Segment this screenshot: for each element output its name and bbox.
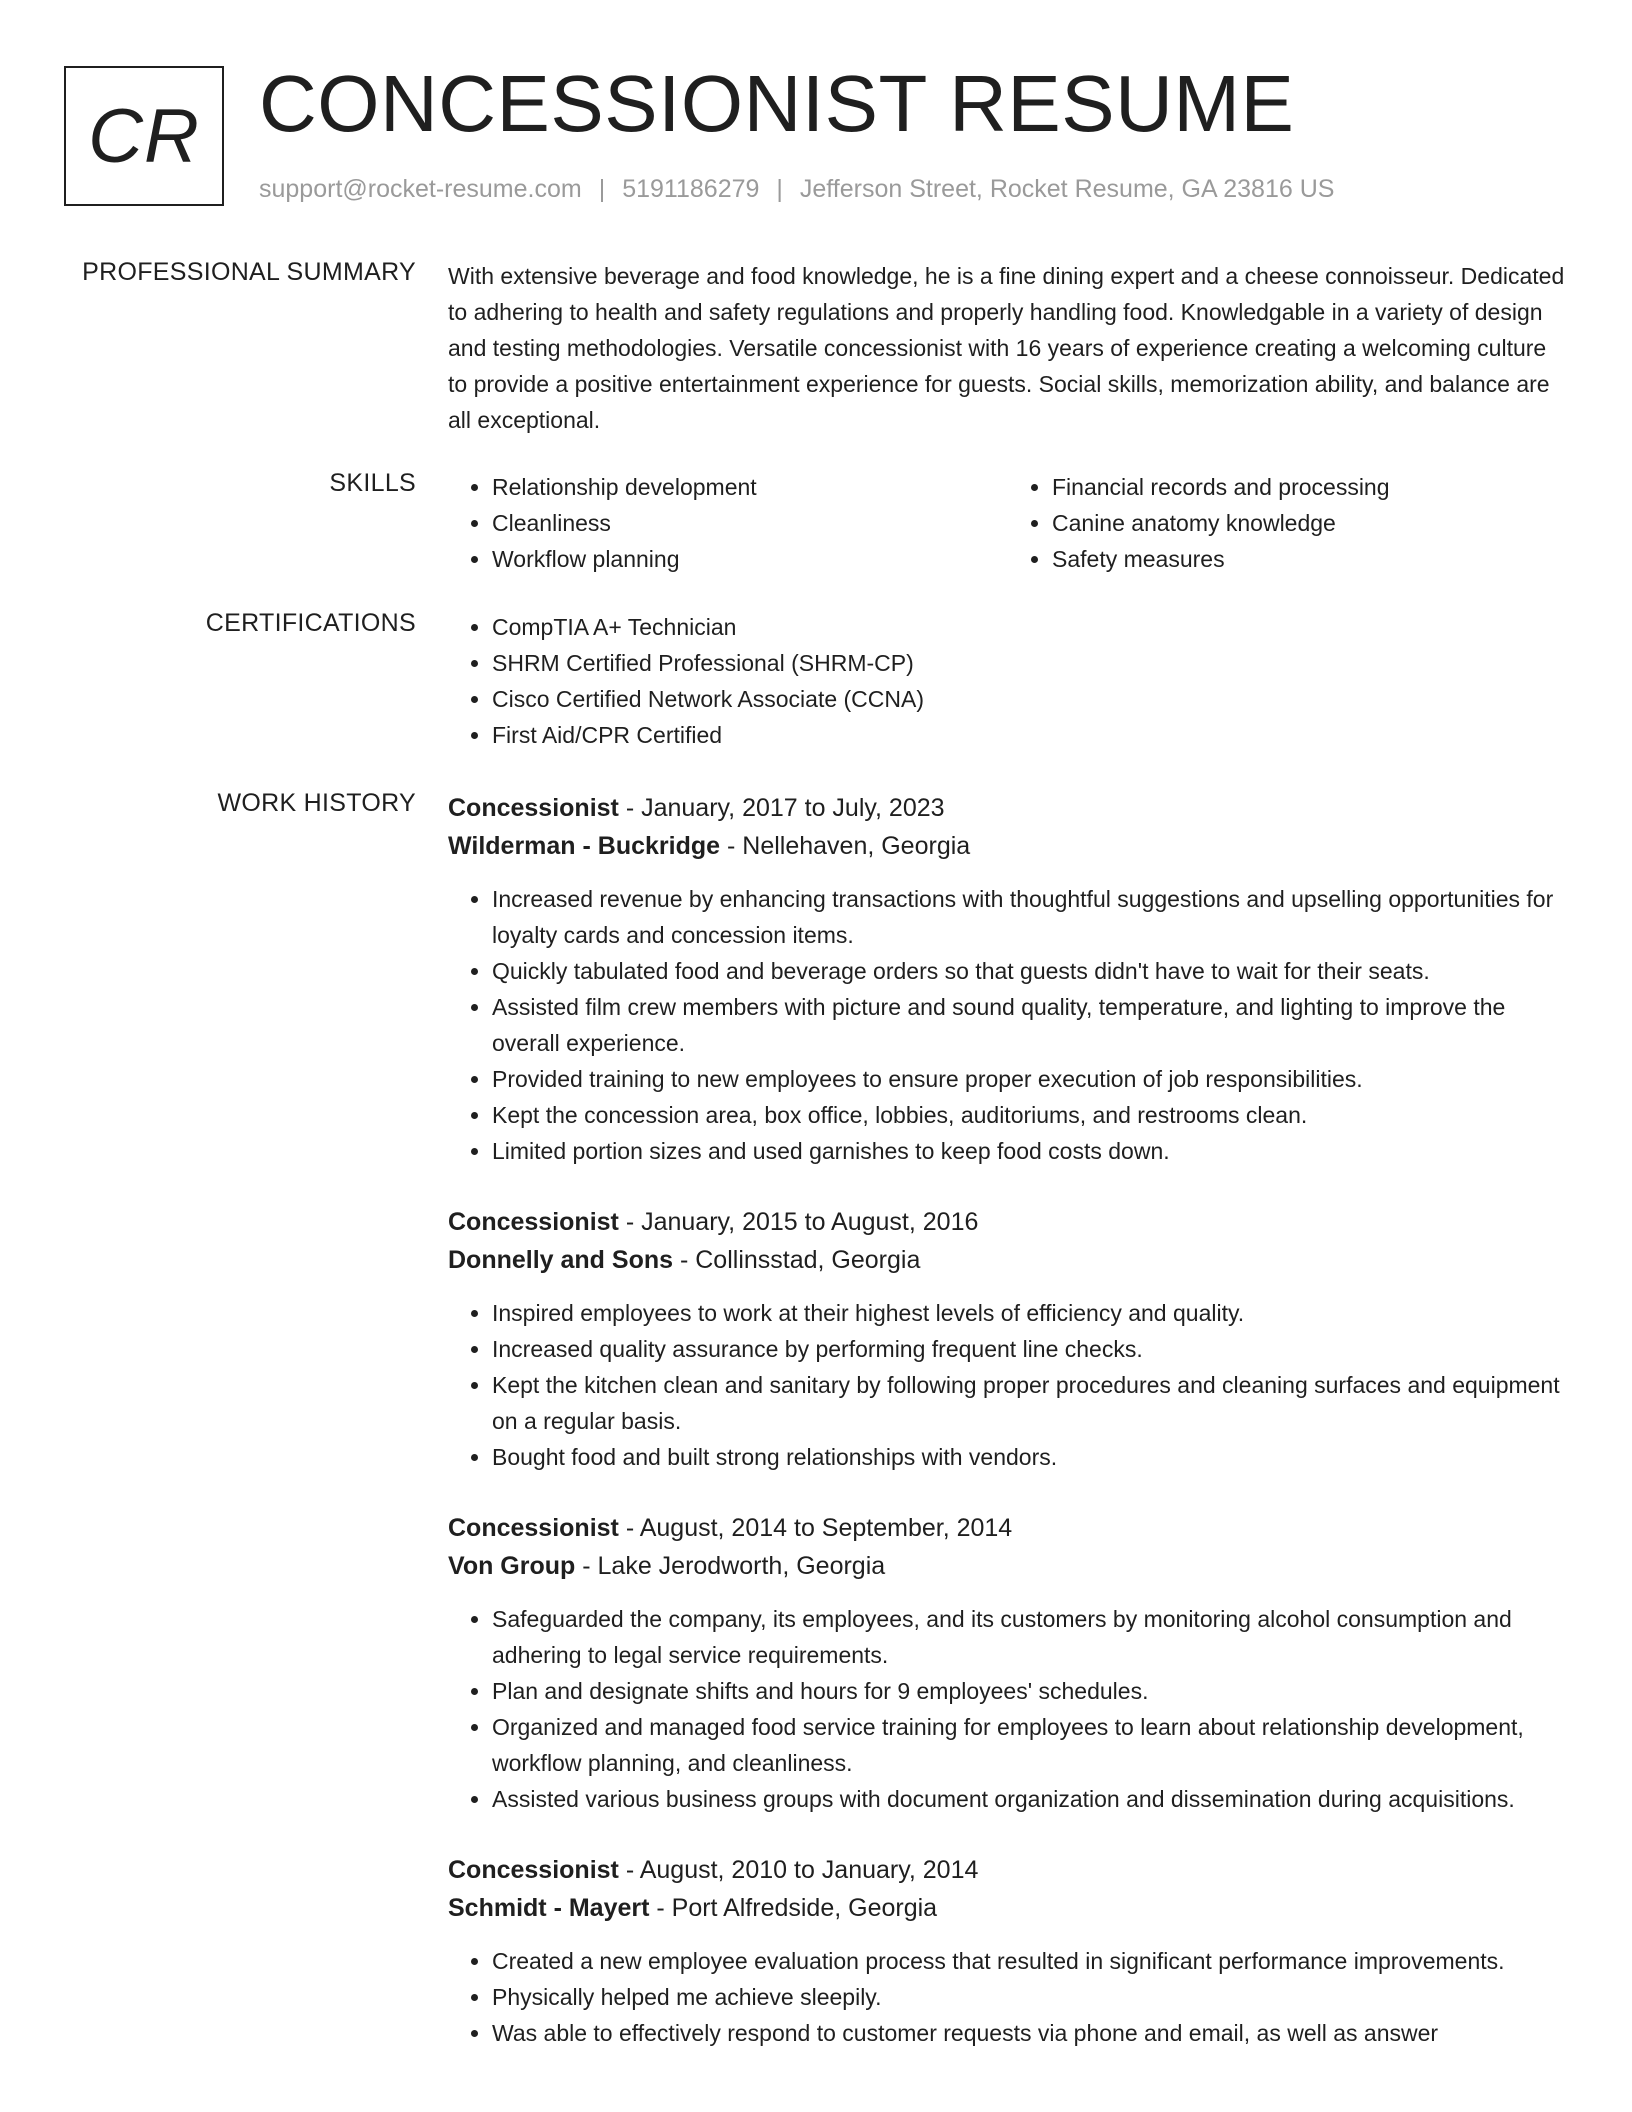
certification-item: • First Aid/CPR Certified — [492, 717, 1568, 753]
skills-list-col1 — [448, 469, 1008, 577]
job-company: Donnelly and Sons — [448, 1246, 674, 1274]
contact-separator: | — [776, 175, 783, 203]
job-title-line — [448, 789, 1568, 827]
job-bullet: • Limited portion sizes and used garnishes to keep food costs down. — [492, 1133, 1568, 1169]
job-dates: - January, 2015 to August, 2016 — [618, 1208, 979, 1236]
job-location: - Lake Jerodworth, Georgia — [575, 1552, 886, 1580]
job-entry — [448, 1851, 1568, 2051]
skill-item: • Cleanliness — [492, 505, 1008, 541]
skill-item: • Financial records and processing — [1052, 469, 1568, 505]
contact-email[interactable]: support@rocket-resume.com — [259, 175, 582, 203]
job-bullet: • Created a new employee evaluation process that resulted in significant performance improvements. — [492, 1943, 1568, 1979]
job-company-line — [448, 1547, 1568, 1585]
job-bullet: • Kept the concession area, box office, lobbies, auditoriums, and restrooms clean. — [492, 1097, 1568, 1133]
job-title: Concessionist — [448, 1856, 619, 1884]
contact-separator: | — [598, 175, 606, 203]
summary-label: PROFESSIONAL SUMMARY — [82, 258, 416, 286]
skills-label: SKILLS — [329, 469, 416, 497]
job-bullet: • Bought food and built strong relationships with vendors. — [492, 1439, 1568, 1475]
job-bullet: • Provided training to new employees to ensure proper execution of job responsibilities. — [492, 1061, 1568, 1097]
job-company: Schmidt - Mayert — [448, 1894, 650, 1922]
certification-item: • CompTIA A+ Technician — [492, 609, 1568, 645]
skills-list-col2 — [1008, 469, 1568, 577]
job-company: Von Group — [448, 1552, 576, 1580]
job-bullet: • Kept the kitchen clean and sanitary by following proper procedures and cleaning surfaces and equipment on a regular basis. — [492, 1367, 1568, 1439]
skill-item: • Canine anatomy knowledge — [1052, 505, 1568, 541]
contact-phone[interactable]: 5191186279 — [622, 175, 760, 203]
job-dates: - August, 2014 to September, 2014 — [618, 1514, 1013, 1542]
job-company: Wilderman - Buckridge — [448, 832, 721, 860]
job-location: - Nellehaven, Georgia — [720, 832, 971, 860]
skill-item: • Safety measures — [1052, 541, 1568, 577]
job-bullet: • Assisted various business groups with document organization and dissemination during acquisitions. — [492, 1781, 1568, 1817]
job-company-line — [448, 1241, 1568, 1279]
certification-item: • SHRM Certified Professional (SHRM-CP) — [492, 645, 1568, 681]
monogram-logo: CR — [64, 66, 224, 206]
job-dates: - August, 2010 to January, 2014 — [618, 1856, 979, 1884]
job-location: - Port Alfredside, Georgia — [649, 1894, 938, 1922]
certifications-list — [448, 609, 1568, 753]
job-bullets — [448, 1601, 1568, 1817]
job-bullet: • Assisted film crew members with picture and sound quality, temperature, and lighting to improve the overall experience. — [492, 989, 1568, 1061]
job-bullet: • Was able to effectively respond to customer requests via phone and email, as well as answer — [492, 2015, 1568, 2051]
job-bullet: • Quickly tabulated food and beverage orders so that guests didn't have to wait for their seats. — [492, 953, 1568, 989]
job-bullets — [448, 1943, 1568, 2051]
job-entry — [448, 1203, 1568, 1475]
job-entry — [448, 1509, 1568, 1817]
job-company-line — [448, 1889, 1568, 1927]
job-bullet: • Safeguarded the company, its employees, and its customers by monitoring alcohol consumption and adhering to legal service requirements. — [492, 1601, 1568, 1673]
job-bullet: • Physically helped me achieve sleepily. — [492, 1979, 1568, 2015]
job-bullet: • Increased revenue by enhancing transactions with thoughtful suggestions and upselling opportunities for loyalty cards and concession items. — [492, 881, 1568, 953]
certifications-label: CERTIFICATIONS — [205, 609, 416, 637]
job-title-line — [448, 1203, 1568, 1241]
job-bullet: • Organized and managed food service training for employees to learn about relationship development, workflow planning, and cleanliness. — [492, 1709, 1568, 1781]
job-dates: - January, 2017 to July, 2023 — [618, 794, 945, 822]
job-entry — [448, 789, 1568, 1169]
job-bullet: • Inspired employees to work at their highest levels of efficiency and quality. — [492, 1295, 1568, 1331]
job-title-line — [448, 1851, 1568, 1889]
job-bullet: • Increased quality assurance by performing frequent line checks. — [492, 1331, 1568, 1367]
contact-address: Jefferson Street, Rocket Resume, GA 23816 US — [799, 175, 1335, 203]
skill-item: • Relationship development — [492, 469, 1008, 505]
job-title: Concessionist — [448, 1514, 619, 1542]
job-bullets — [448, 1295, 1568, 1475]
job-title: Concessionist — [448, 794, 619, 822]
job-title-line — [448, 1509, 1568, 1547]
job-bullet: • Plan and designate shifts and hours for 9 employees' schedules. — [492, 1673, 1568, 1709]
skill-item: • Workflow planning — [492, 541, 1008, 577]
page-title: CONCESSIONIST RESUME — [259, 59, 1295, 148]
work-history-body — [448, 789, 1568, 2085]
job-company-line — [448, 827, 1568, 865]
work-history-label: WORK HISTORY — [217, 789, 416, 817]
contact-line — [259, 175, 1334, 204]
summary-text: With extensive beverage and food knowledge, he is a fine dining expert and a cheese connoisseur. Dedicated to adhering to health and safety regulations and properly handling food. Knowledgable in a variety of design and testing methodologies. Versatile concessionist with 16 years of experience creating a welcoming culture to provide a positive entertainment experience for guests. Social skills, memorization ability, and balance are all exceptional. — [448, 263, 1565, 433]
job-bullets — [448, 881, 1568, 1169]
skills-grid — [448, 469, 1568, 577]
certifications-body — [448, 609, 1568, 753]
job-title: Concessionist — [448, 1208, 619, 1236]
job-location: - Collinsstad, Georgia — [673, 1246, 921, 1274]
certification-item: • Cisco Certified Network Associate (CCNA) — [492, 681, 1568, 717]
